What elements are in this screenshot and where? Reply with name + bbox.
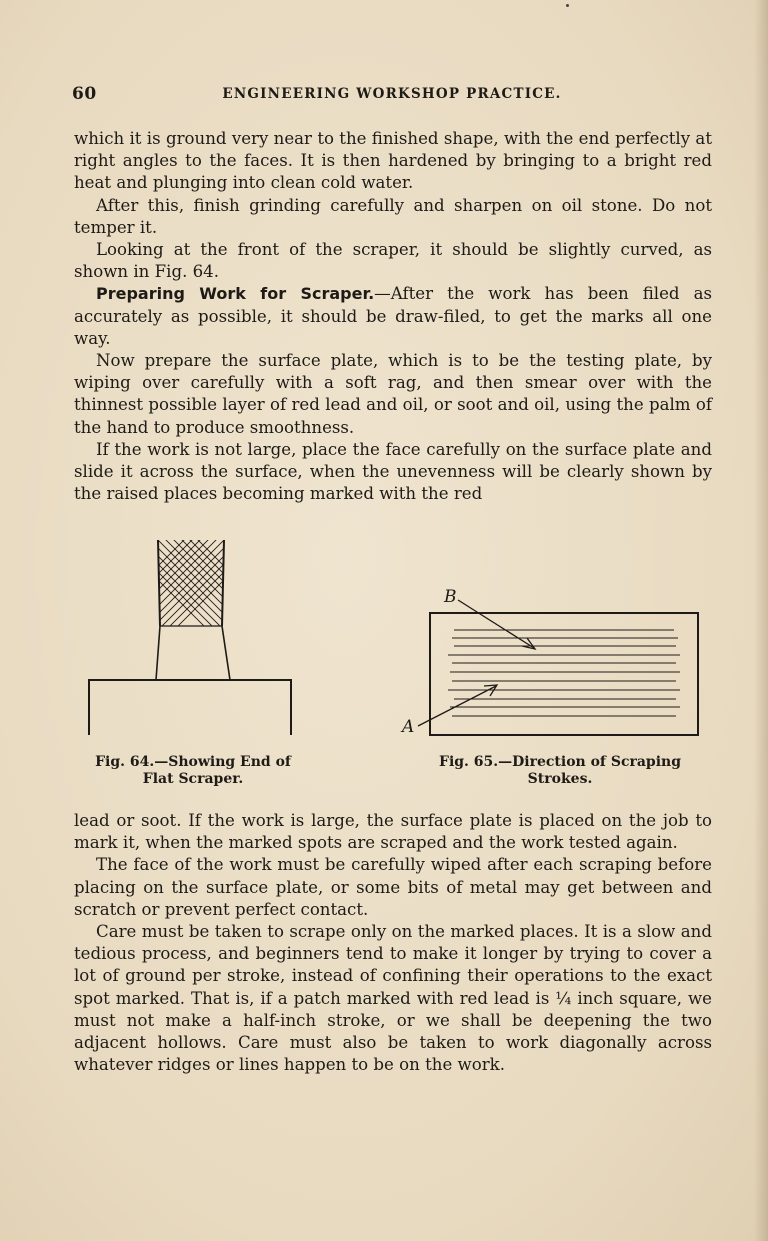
fig65-caption-line2: Strokes.	[527, 771, 593, 787]
paragraph: which it is ground very near to the finished shape, with the end perfectly at right angles to the faces. It is then hardened by bringing to a bright red heat and plunging into clean cold water.	[74, 129, 712, 193]
fig65-strokes-diagram	[418, 600, 698, 735]
fig65-label-a: A	[402, 717, 415, 737]
running-title: ENGINEERING WORKSHOP PRACTICE.	[222, 86, 562, 102]
bottom-text-block	[74, 810, 712, 1076]
fig64-caption	[78, 754, 308, 788]
paragraph: Care must be taken to scrape only on the marked places. It is a slow and tedious process, and beginners tend to make it longer by trying to cover a lot of ground per stroke, instead of confining their operations to the exact spot marked. That is, if a patch marked with red lead is ¼ inch square, we must not make a half-inch stroke, or we shall be deepening the two adjacent hollows. Care must also be taken to work diagonally across whatever ridges or lines happen to be on the work.	[74, 922, 712, 1075]
paragraph: lead or soot. If the work is large, the surface plate is placed on the job to mark it, when the marked spots are scraped and the work tested again.	[74, 811, 712, 853]
fig65-caption-line1: Fig. 65.—Direction of Scraping	[439, 754, 681, 770]
paragraph: If the work is not large, place the face carefully on the surface plate and slide it across the surface, when the unevenness will be clearly shown by the raised places becoming marked with the red	[74, 439, 712, 504]
section-heading: Preparing Work for Scraper.	[96, 284, 375, 304]
fig65-caption	[430, 754, 690, 788]
page-number: 60	[72, 84, 97, 104]
paragraph: Now prepare the surface plate, which is to be the testing plate, by wiping over carefully with a soft rag, and then smear over with the thinnest possible layer of red lead and oil, or soot and oil, using the palm of the hand to produce smoothness.	[74, 351, 712, 437]
paragraph: After this, finish grinding carefully and sharpen on oil stone. Do not temper it.	[74, 195, 712, 237]
fig64-caption-line1: Fig. 64.—Showing End of	[95, 754, 291, 770]
paragraph: Looking at the front of the scraper, it should be slightly curved, as shown in Fig. 64.	[74, 240, 712, 282]
fig64-caption-line2: Flat Scraper.	[142, 771, 244, 787]
paragraph: The face of the work must be carefully wiped after each scraping before placing on the surface plate, or some bits of metal may get between and scratch or prevent perfect contact.	[74, 855, 712, 919]
fig65-label-b: B	[444, 587, 457, 607]
section-text: —After the work has been filed as accurately as possible, it should be draw-filed, to get the marks all one way.	[74, 284, 713, 348]
fig64-scraper-diagram	[88, 492, 292, 735]
